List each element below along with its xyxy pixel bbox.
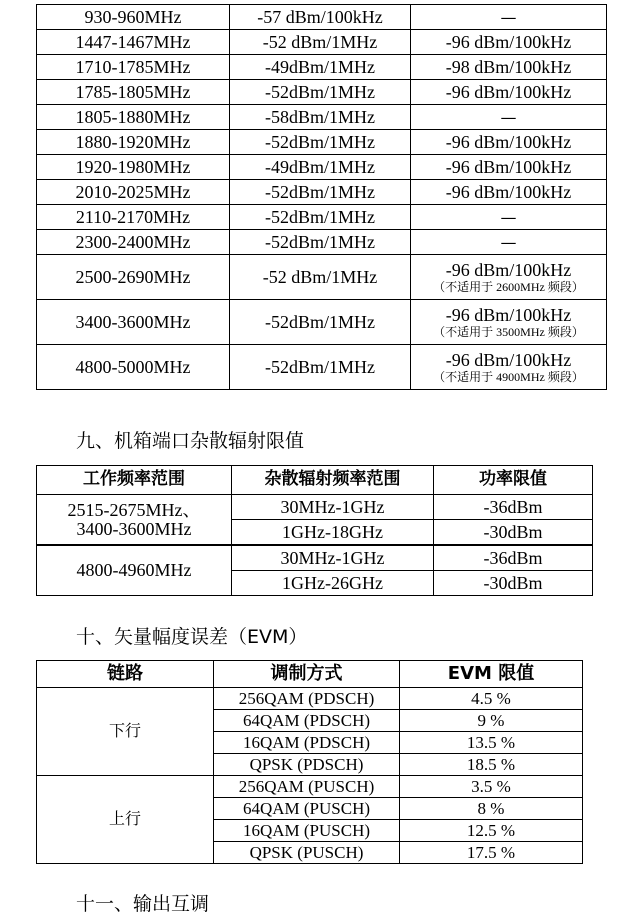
evm-cell: 17.5 % [400, 842, 583, 864]
extra-limit-cell [411, 345, 607, 390]
limit-cell: -52 dBm/1MHz [230, 30, 411, 55]
spurious-range-cell: 1GHz-26GHz [232, 571, 434, 596]
operating-range-cell [37, 495, 232, 546]
evm-cell: 13.5 % [400, 732, 583, 754]
spurious-emission-table [36, 4, 607, 390]
frequency-cell: 1805-1880MHz [37, 105, 230, 130]
modulation-cell: QPSK (PUSCH) [214, 842, 400, 864]
power-limit-cell: -30dBm [434, 520, 593, 546]
limit-cell: -52dBm/1MHz [230, 80, 411, 105]
extra-limit-cell [411, 205, 607, 230]
extra-limit-value: -98 dBm/100kHz [445, 56, 572, 77]
table-row [37, 80, 607, 105]
table-row [37, 776, 583, 798]
limit-cell: -52dBm/1MHz [230, 205, 411, 230]
frequency-cell: 1920-1980MHz [37, 155, 230, 180]
downlink-label: 下行 [37, 688, 214, 776]
frequency-cell: 4800-5000MHz [37, 345, 230, 390]
frequency-cell: 2110-2170MHz [37, 205, 230, 230]
limit-cell: -52dBm/1MHz [230, 180, 411, 205]
frequency-cell: 1447-1467MHz [37, 30, 230, 55]
table-row [37, 180, 607, 205]
evm-cell: 9 % [400, 710, 583, 732]
limit-cell: -49dBm/1MHz [230, 155, 411, 180]
spurious-range-cell: 30MHz-1GHz [232, 545, 434, 571]
frequency-cell: 2300-2400MHz [37, 230, 230, 255]
modulation-cell: 16QAM (PUSCH) [214, 820, 400, 842]
table-row [37, 345, 607, 390]
header-power-limit: 功率限值 [434, 466, 593, 495]
extra-limit-value: — [500, 7, 517, 27]
header-spurious-range: 杂散辐射频率范围 [232, 466, 434, 495]
uplink-label: 上行 [37, 776, 214, 864]
limit-cell: -52dBm/1MHz [230, 345, 411, 390]
modulation-cell: 256QAM (PUSCH) [214, 776, 400, 798]
extra-limit-value: — [500, 207, 517, 227]
section-10-title: 十、矢量幅度误差（EVM） [76, 626, 308, 648]
exception-note: （不适用于 4900MHz 频段） [433, 369, 584, 384]
extra-limit-cell [411, 255, 607, 300]
header-modulation: 调制方式 [214, 661, 400, 688]
frequency-cell: 2500-2690MHz [37, 255, 230, 300]
limit-cell: -52dBm/1MHz [230, 300, 411, 345]
evm-cell: 12.5 % [400, 820, 583, 842]
modulation-cell: 64QAM (PDSCH) [214, 710, 400, 732]
frequency-cell: 1880-1920MHz [37, 130, 230, 155]
extra-limit-value: -96 dBm/100kHz [445, 304, 572, 325]
section-11-title: 十一、输出互调 [76, 893, 210, 915]
extra-limit-value: -96 dBm/100kHz [445, 259, 572, 280]
extra-limit-value: -96 dBm/100kHz [445, 349, 572, 370]
extra-limit-cell [411, 30, 607, 55]
limit-cell: -49dBm/1MHz [230, 55, 411, 80]
limit-cell: -58dBm/1MHz [230, 105, 411, 130]
table-row [37, 300, 607, 345]
cabinet-spurious-table [36, 465, 593, 596]
evm-cell: 3.5 % [400, 776, 583, 798]
extra-limit-value: — [500, 107, 517, 127]
limit-cell: -52 dBm/1MHz [230, 255, 411, 300]
evm-cell: 8 % [400, 798, 583, 820]
table-row [37, 105, 607, 130]
extra-limit-cell [411, 130, 607, 155]
header-link: 链路 [37, 661, 214, 688]
frequency-cell: 1785-1805MHz [37, 80, 230, 105]
frequency-cell: 1710-1785MHz [37, 55, 230, 80]
extra-limit-value: -96 dBm/100kHz [445, 181, 572, 202]
table-row [37, 688, 583, 710]
limit-cell: -57 dBm/100kHz [230, 5, 411, 30]
frequency-cell: 2010-2025MHz [37, 180, 230, 205]
table-row [37, 30, 607, 55]
extra-limit-cell [411, 230, 607, 255]
limit-cell: -52dBm/1MHz [230, 130, 411, 155]
modulation-cell: QPSK (PDSCH) [214, 754, 400, 776]
spurious-range-cell: 30MHz-1GHz [232, 495, 434, 520]
table-row [37, 130, 607, 155]
power-limit-cell: -30dBm [434, 571, 593, 596]
exception-note: （不适用于 3500MHz 频段） [433, 324, 584, 339]
extra-limit-cell [411, 300, 607, 345]
table-row [37, 155, 607, 180]
frequency-cell: 3400-3600MHz [37, 300, 230, 345]
extra-limit-cell [411, 105, 607, 130]
extra-limit-cell [411, 180, 607, 205]
table-row [37, 205, 607, 230]
header-evm-limit: EVM 限值 [400, 661, 583, 688]
operating-range-line1: 2515-2675MHz、 [67, 499, 201, 520]
extra-limit-value: — [500, 232, 517, 252]
table-row [37, 230, 607, 255]
section-9-title: 九、机箱端口杂散辐射限值 [76, 430, 305, 452]
modulation-cell: 256QAM (PDSCH) [214, 688, 400, 710]
frequency-cell: 930-960MHz [37, 5, 230, 30]
limit-cell: -52dBm/1MHz [230, 230, 411, 255]
power-limit-cell: -36dBm [434, 545, 593, 571]
evm-table [36, 660, 583, 864]
extra-limit-cell [411, 5, 607, 30]
extra-limit-value: -96 dBm/100kHz [445, 81, 572, 102]
table-row [37, 55, 607, 80]
extra-limit-cell [411, 80, 607, 105]
power-limit-cell: -36dBm [434, 495, 593, 520]
modulation-cell: 16QAM (PDSCH) [214, 732, 400, 754]
extra-limit-cell [411, 55, 607, 80]
evm-cell: 4.5 % [400, 688, 583, 710]
table-row [37, 5, 607, 30]
operating-range-line2: 3400-3600MHz [76, 518, 192, 539]
header-operating-range: 工作频率范围 [37, 466, 232, 495]
spurious-range-cell: 1GHz-18GHz [232, 520, 434, 546]
evm-cell: 18.5 % [400, 754, 583, 776]
extra-limit-value: -96 dBm/100kHz [445, 156, 572, 177]
operating-range-cell: 4800-4960MHz [37, 545, 232, 596]
modulation-cell: 64QAM (PUSCH) [214, 798, 400, 820]
extra-limit-value: -96 dBm/100kHz [445, 131, 572, 152]
table-row [37, 255, 607, 300]
exception-note: （不适用于 2600MHz 频段） [433, 279, 584, 294]
extra-limit-cell [411, 155, 607, 180]
extra-limit-value: -96 dBm/100kHz [445, 31, 572, 52]
